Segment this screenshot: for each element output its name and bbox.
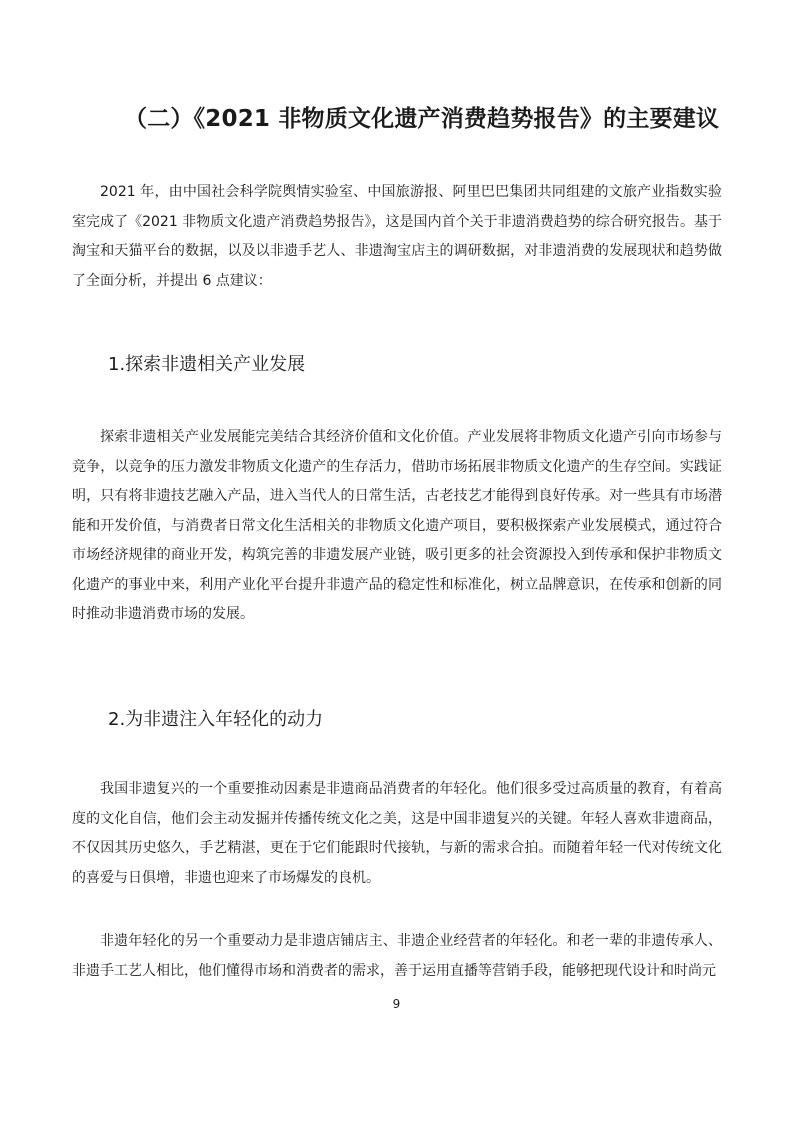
subsection-1-paragraph-1: 探索非遗相关产业发展能完美结合其经济价值和文化价值。产业发展将非物质文化遗产引向市场参与竞争，以竞争的压力激发非物质文化遗产的生存活力，借助市场拓展非物质文化遗产的生存空间。实践证明，只有将非遗技艺融入产品，进入当代人的日常生活，古老技艺才能得到良好传承。对一些具有市场潜能和开发价值，与消费者日常文化生活相关的非物质文化遗产项目，要积极探索产业发展模式，通过符合市场经济规律的商业开发，构筑完善的非遗发展产业链，吸引更多的社会资源投入到传承和保护非物质文化遗产的事业中来，利用产业化平台提升非遗产品的稳定性和标准化，树立品牌意识，在传承和创新的同时推动非遗消费市场的发展。	[72, 429, 722, 622]
subsection-2-paragraph-2: 非遗年轻化的另一个重要动力是非遗店铺店主、非遗企业经营者的年轻化。和老一辈的非遗传承人、非遗手工艺人相比，他们懂得市场和消费者的需求，善于运用直播等营销手段，能够把现代设计和时尚元	[72, 933, 722, 979]
page-number: 9	[392, 997, 401, 1011]
section-title: （二）《2021 非物质文化遗产消费趋势报告》的主要建议	[124, 106, 720, 132]
intro-paragraph: 2021 年，由中国社会科学院舆情实验室、中国旅游报、阿里巴巴集团共同组建的文旅产业指数实验室完成了《2021 非物质文化遗产消费趋势报告》，这是国内首个关于非遗消费趋势的综合研究报告。基于淘宝和天猫平台的数据，以及以非遗手艺人、非遗淘宝店主的调研数据，对非遗消费的发展现状和趋势做了全面分析，并提出 6 点建议：	[72, 184, 722, 289]
subsection-heading-1: 1.探索非遗相关产业发展	[108, 354, 306, 375]
subsection-2-paragraph-1: 我国非遗复兴的一个重要推动因素是非遗商品消费者的年轻化。他们很多受过高质量的教育，有着高度的文化自信，他们会主动发掘并传播传统文化之美，这是中国非遗复兴的关键。年轻人喜欢非遗商品，不仅因其历史悠久，手艺精湛，更在于它们能跟时代接轨，与新的需求合拍。而随着年轻一代对传统文化的喜爱与日俱增，非遗也迎来了市场爆发的良机。	[72, 781, 722, 886]
subsection-heading-2: 2.为非遗注入年轻化的动力	[108, 709, 324, 730]
